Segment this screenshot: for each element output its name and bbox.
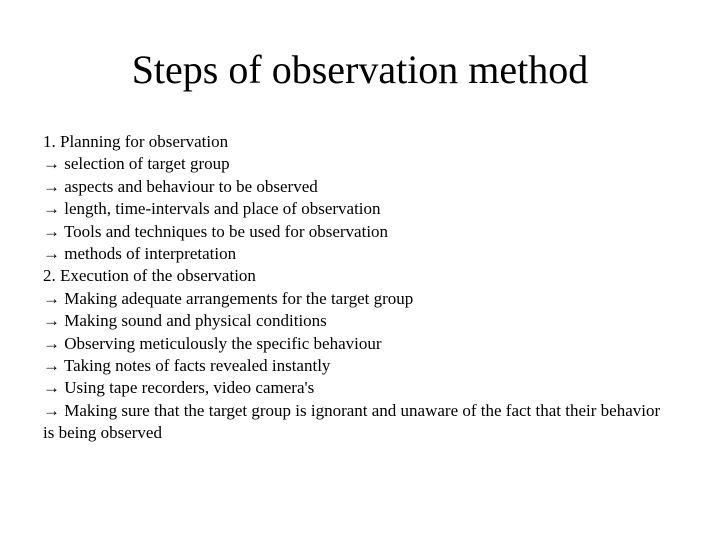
section-heading-planning: 1. Planning for observation <box>43 132 229 151</box>
list-item: → Making adequate arrangements for the target group <box>43 288 414 308</box>
list-item: → Observing meticulously the specific behaviour <box>43 333 382 353</box>
list-item: → aspects and behaviour to be observed <box>43 176 318 196</box>
slide-body <box>43 131 673 445</box>
list-item: → methods of interpretation <box>43 244 237 264</box>
slide-title: Steps of observation method <box>131 47 589 92</box>
list-item: → selection of target group <box>43 154 230 174</box>
list-item: → Using tape recorders, video camera's <box>43 378 315 398</box>
list-item: → Tools and techniques to be used for observation <box>43 221 389 241</box>
list-item: → Taking notes of facts revealed instantly <box>43 356 331 376</box>
list-item: → length, time-intervals and place of observation <box>43 199 381 219</box>
section-heading-execution: 2. Execution of the observation <box>43 266 256 286</box>
list-item: → Making sound and physical conditions <box>43 311 327 331</box>
list-item: → Making sure that the target group is ignorant and unaware of the fact that their behavior is being observed <box>43 400 661 443</box>
